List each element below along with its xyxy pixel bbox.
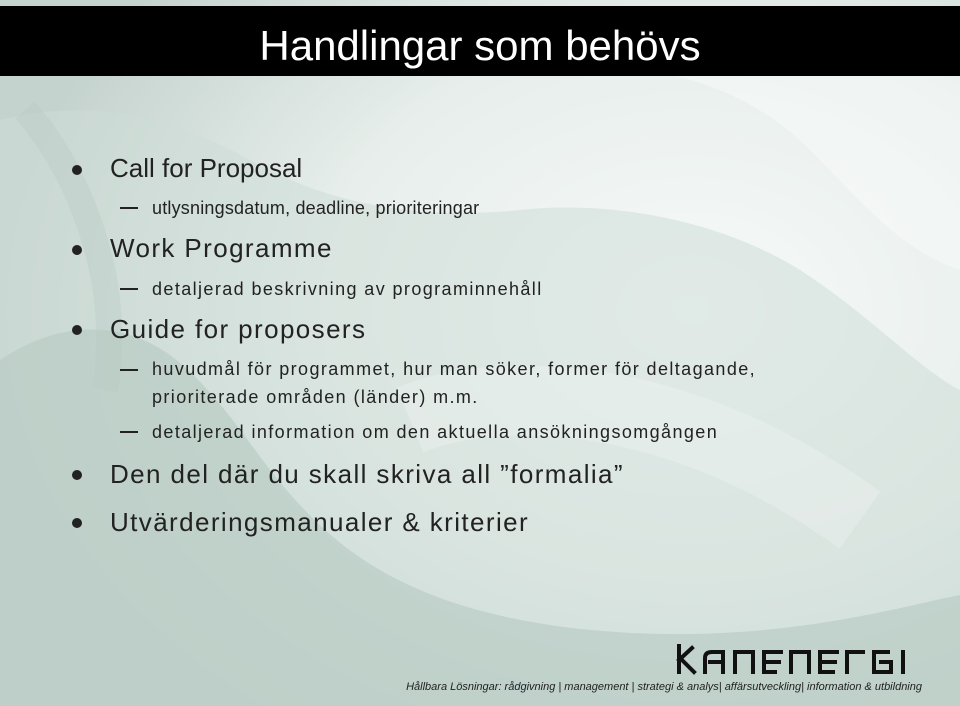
- sub-item-work-programme: detaljerad beskrivning av programinnehåll: [152, 279, 543, 299]
- footer-tagline: Hållbara Lösningar: rådgivning | management | strategi & analys| affärsutveckling| information & utbildning: [406, 681, 922, 693]
- page-title: Handlingar som behövs: [259, 22, 701, 69]
- dash-icon: [120, 288, 138, 290]
- bullet-icon: [72, 325, 82, 335]
- sub-item-guide-line-3: detaljerad information om den aktuella ansökningsomgången: [152, 422, 719, 442]
- bullet-item-work-programme: Work Programme: [110, 233, 333, 263]
- bullet-item-call-for-proposal: Call for Proposal: [110, 153, 303, 183]
- bullet-item-formalia: Den del där du skall skriva all ”formalia”: [110, 459, 624, 489]
- bullet-item-utvarderingsmanualer: Utvärderingsmanualer & kriterier: [110, 507, 530, 537]
- company-logo: [675, 644, 915, 676]
- bullet-item-guide-for-proposers: Guide for proposers: [110, 314, 367, 344]
- bullet-icon: [72, 165, 82, 175]
- bullet-icon: [72, 470, 82, 480]
- bullet-icon: [72, 245, 82, 255]
- bullet-icon: [72, 518, 82, 528]
- sub-item-guide-line-2: prioriterade områden (länder) m.m.: [152, 387, 479, 407]
- dash-icon: [120, 369, 138, 371]
- sub-item-guide-line-1: huvudmål för programmet, hur man söker, former för deltagande,: [152, 359, 757, 379]
- dash-icon: [120, 431, 138, 433]
- dash-icon: [120, 207, 138, 209]
- sub-item-call-for-proposal: utlysningsdatum, deadline, prioriteringar: [152, 198, 480, 218]
